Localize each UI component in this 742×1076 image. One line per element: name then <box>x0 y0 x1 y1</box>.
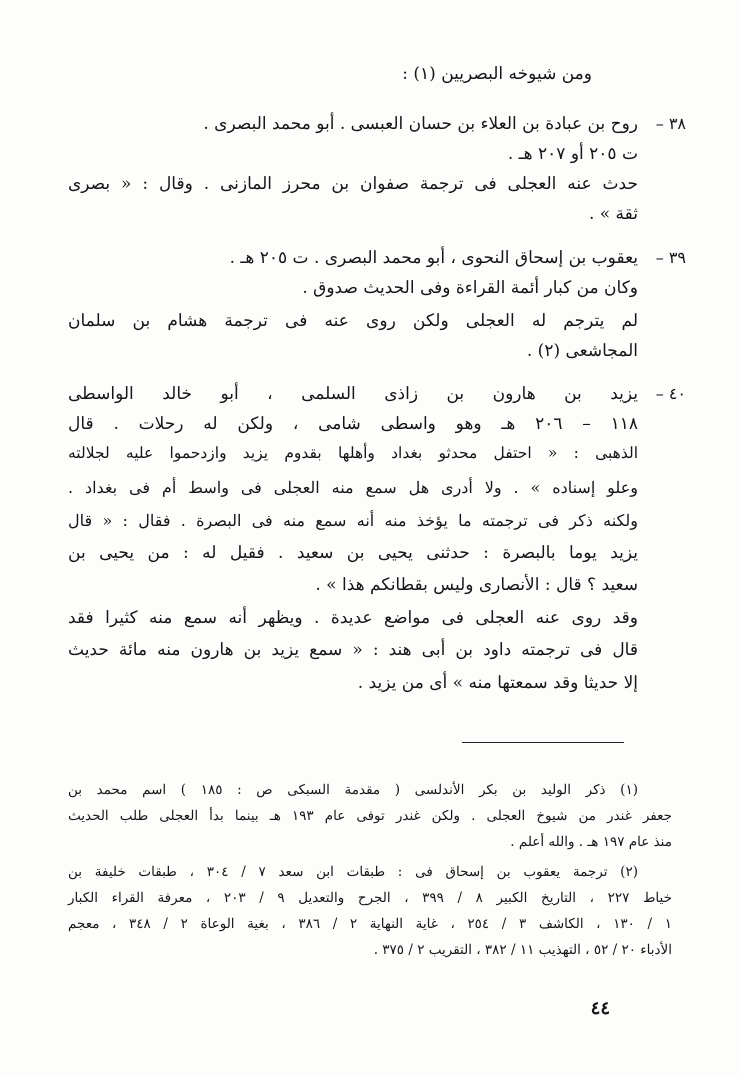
entry-line: سعيد ؟ قال : الأنصارى وليس بقطانكم هذا » . <box>315 575 638 595</box>
entry-line: يعقوب بن إسحاق النحوى ، أبو محمد البصرى . ت ٢٠٥ هـ . <box>229 248 638 268</box>
entry-line: الذهبى : « احتفل محدثو بغداد وأهلها بقدوم يزيد وازدحموا عليه لجلالته <box>68 444 639 462</box>
entry-line: ١١٨ – ٢٠٦ هـ وهو واسطى شامى ، ولكن له رحلات . قال <box>68 414 638 434</box>
footnote-line: (٢) ترجمة يعقوب بن إسحاق فى : طبقات ابن سعد ٧ / ٣٠٤ ، طبقات خليفة بن <box>68 864 638 880</box>
footnote-line: منذ عام ١٩٧ هـ . والله أعلم . <box>510 834 672 850</box>
footnote-line: خياط ٢٢٧ ، التاريخ الكبير ٨ / ٣٩٩ ، الجرح والتعديل ٩ / ٢٠٣ ، معرفة القراء الكبار <box>68 890 672 906</box>
entry-line: وعلو إسناده » . ولا أدرى هل سمع منه العجلى فى واسط أم فى بغداد . <box>68 478 638 497</box>
entry-number: ٣٨ – <box>655 114 686 133</box>
entry-line: حدث عنه العجلى فى ترجمة صفوان بن محرز المازنى . وقال : « بصرى <box>68 174 638 194</box>
footnote-separator <box>462 742 624 743</box>
entry-line: وقد روى عنه العجلى فى مواضع عديدة . ويظهر أنه سمع منه كثيرا فقد <box>68 608 638 628</box>
page-number: ٤٤ <box>590 998 610 1019</box>
entry-line: ثقة » . <box>588 204 638 224</box>
footnote-line: (١) ذكر الوليد بن بكر الأندلسى ( مقدمة السبكى ص : ١٨٥ ) اسم محمد بن <box>68 782 638 798</box>
entry-line: المجاشعى (٢) . <box>526 341 638 361</box>
footnote-line: جعفر غندر من شيوخ العجلى . ولكن غندر توفى عام ١٩٣ هـ بينما بدأ العجلى طلب الحديث <box>68 808 672 824</box>
entry-line: إلا حديثا وقد سمعتها منه » أى من يزيد . <box>357 673 638 693</box>
footnote-line: الأدباء ٢٠ / ٥٢ ، التهذيب ١١ / ٣٨٢ ، التقريب ٢ / ٣٧٥ . <box>373 942 672 958</box>
entry-line: روح بن عبادة بن العلاء بن حسان العبسى . أبو محمد البصرى . <box>203 114 638 134</box>
entry-line: قال فى ترجمته داود بن أبى هند : « سمع يزيد بن هارون منه مائة حديث <box>68 640 638 660</box>
entry-line: ولكنه ذكر فى ترجمته ما يؤخذ منه أنه سمع منه فى البصرة . فقال : « قال <box>68 511 638 530</box>
entry-number: ٤٠ – <box>655 384 686 403</box>
entry-number: ٣٩ – <box>655 248 686 267</box>
section-intro: ومن شيوخه البصريين (١) : <box>402 64 592 84</box>
entry-line: لم يترجم له العجلى ولكن روى عنه فى ترجمة هشام بن سلمان <box>68 311 638 331</box>
entry-line: يزيد يوما بالبصرة : حدثنى يحيى بن سعيد . فقيل له : من يحيى بن <box>68 543 638 563</box>
entry-line: ت ٢٠٥ أو ٢٠٧ هـ . <box>507 144 638 164</box>
entry-line: وكان من كبار أئمة القراءة وفى الحديث صدوق . <box>302 278 638 298</box>
footnote-line: ١ / ١٣٠ ، الكاشف ٣ / ٢٥٤ ، غاية النهاية ٢ / ٣٨٦ ، بغية الوعاة ٢ / ٣٤٨ ، معجم <box>68 916 672 932</box>
entry-line: يزيد بن هارون بن زاذى السلمى ، أبو خالد الواسطى <box>68 384 638 404</box>
